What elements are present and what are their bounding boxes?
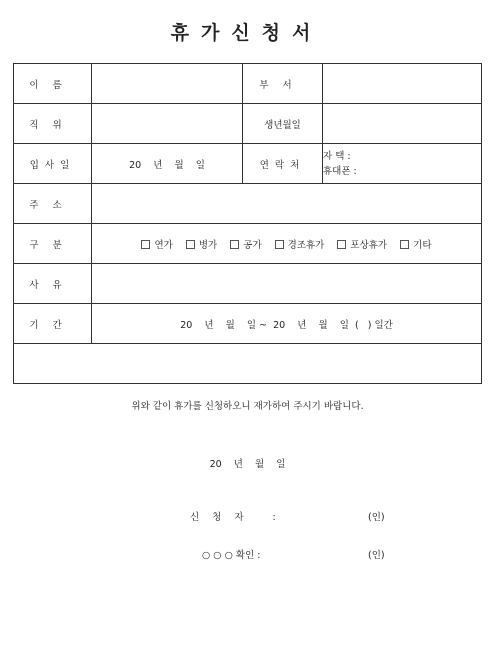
row-position: [14, 104, 482, 144]
row-type: [14, 224, 482, 264]
row-signature: [14, 344, 482, 384]
period-label: 기간: [14, 304, 92, 344]
checkbox-icon[interactable]: [186, 240, 195, 249]
address-field[interactable]: [92, 184, 482, 224]
type-option[interactable]: 공가: [230, 237, 261, 251]
name-field[interactable]: [92, 64, 243, 104]
type-option[interactable]: 경조휴가: [275, 237, 325, 251]
confirm-label: ○ ○ ○ 확인 :: [202, 550, 261, 561]
type-option[interactable]: 포상휴가: [337, 237, 387, 251]
name-label: 이름: [14, 64, 92, 104]
checkbox-icon[interactable]: [400, 240, 409, 249]
confirm-seal[interactable]: (인): [368, 550, 385, 561]
address-label: 주소: [14, 184, 92, 224]
dept-field[interactable]: [323, 64, 482, 104]
row-reason: [14, 264, 482, 304]
contact-mobile: 휴대폰 :: [323, 165, 357, 177]
signature-area: [14, 344, 482, 561]
row-period: [14, 304, 482, 344]
row-name: [14, 64, 482, 104]
applicant-seal[interactable]: (인): [368, 512, 385, 523]
period-field[interactable]: 20 년 월 일 ~ 20 년 월 일 ( ) 일간: [92, 304, 482, 344]
type-label: 구분: [14, 224, 92, 264]
join-date-field[interactable]: 20 년 월 일: [92, 144, 243, 184]
form-title: 휴가신청서: [170, 22, 323, 44]
row-address: [14, 184, 482, 224]
contact-field[interactable]: [323, 144, 482, 184]
dept-label: 부서: [243, 64, 323, 104]
position-field[interactable]: [92, 104, 243, 144]
type-option[interactable]: 연가: [141, 237, 172, 251]
type-option[interactable]: 병가: [186, 237, 217, 251]
checkbox-icon[interactable]: [141, 240, 150, 249]
checkbox-icon[interactable]: [275, 240, 284, 249]
join-label: 입사일: [14, 144, 92, 184]
contact-home: 자 택 :: [323, 150, 351, 162]
reason-field[interactable]: [92, 264, 482, 304]
row-join: [14, 144, 482, 184]
type-options: [92, 224, 482, 264]
applicant-label: 신청자 :: [190, 512, 289, 523]
contact-label: 연락처: [243, 144, 323, 184]
type-option[interactable]: 기타: [400, 237, 431, 251]
reason-label: 사유: [14, 264, 92, 304]
request-date[interactable]: 20 년 월 일: [209, 459, 286, 470]
checkbox-icon[interactable]: [337, 240, 346, 249]
birth-field[interactable]: [323, 104, 482, 144]
leave-form-table: [13, 63, 482, 561]
birth-label: 생년월일: [243, 104, 323, 144]
position-label: 직위: [14, 104, 92, 144]
request-statement: 위와 같이 휴가를 신청하오니 재가하여 주시기 바랍니다.: [131, 401, 364, 412]
checkbox-icon[interactable]: [230, 240, 239, 249]
